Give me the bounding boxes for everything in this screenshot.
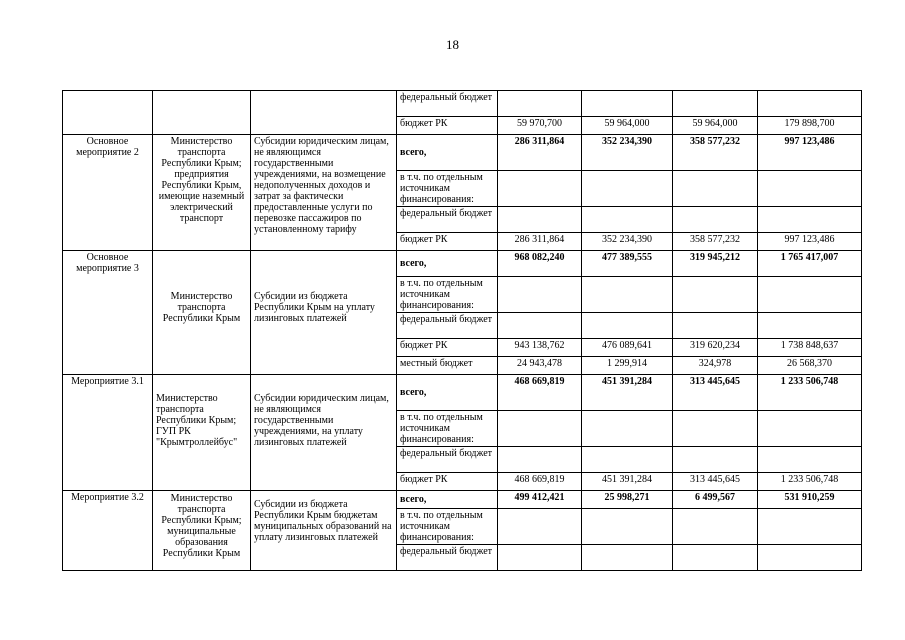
value-cell: 286 311,864	[498, 135, 582, 171]
value-cell: 468 669,819	[498, 375, 582, 411]
source-label: бюджет РК	[397, 339, 498, 357]
table-row	[63, 135, 862, 171]
description: Субсидии из бюджета Республики Крым на уплату лизинговых платежей	[251, 251, 397, 375]
value-cell: 476 089,641	[582, 339, 673, 357]
value-cell: 313 445,645	[673, 375, 758, 411]
value-cell: 531 910,259	[758, 491, 862, 509]
executor: Министерство транспорта Республики Крым; ГУП РК "Крымтроллейбус"	[153, 375, 251, 491]
source-label: федеральный бюджет	[397, 207, 498, 233]
value-cell: 358 577,232	[673, 135, 758, 171]
value-cell: 1 765 417,007	[758, 251, 862, 277]
measure-name: Основное мероприятие 2	[63, 135, 153, 251]
value-cell: 26 568,370	[758, 357, 862, 375]
description: Субсидии юридическим лицам, не являющимся государственными учреждениями, на возмещение недополученных доходов и затрат за фактически предоставленные услуги по перевозке пассажиров по установленному тарифу	[251, 135, 397, 251]
value-cell: 286 311,864	[498, 233, 582, 251]
source-label: всего,	[397, 375, 498, 411]
value-cell: 25 998,271	[582, 491, 673, 509]
description: Субсидии юридическим лицам, не являющимся государственными учреждениями, на уплату лизинговых платежей	[251, 375, 397, 491]
source-label: федеральный бюджет	[397, 313, 498, 339]
source-label: федеральный бюджет	[397, 447, 498, 473]
value-cell: 451 391,284	[582, 473, 673, 491]
value-cell: 352 234,390	[582, 233, 673, 251]
value-cell: 1 233 506,748	[758, 375, 862, 411]
source-label: всего,	[397, 491, 498, 509]
value-cell: 468 669,819	[498, 473, 582, 491]
value-cell: 59 964,000	[582, 117, 673, 135]
budget-table	[62, 90, 862, 571]
page-number: 18	[446, 37, 459, 52]
value-cell: 358 577,232	[673, 233, 758, 251]
value-cell: 499 412,421	[498, 491, 582, 509]
value-cell: 313 445,645	[673, 473, 758, 491]
source-label: бюджет РК	[397, 233, 498, 251]
executor: Министерство транспорта Республики Крым; предприятия Республики Крым, имеющие наземный электрический транспорт	[153, 135, 251, 251]
value-cell: 59 964,000	[673, 117, 758, 135]
value-cell: 451 391,284	[582, 375, 673, 411]
source-label: всего,	[397, 251, 498, 277]
source-label: федеральный бюджет	[397, 91, 498, 117]
value-cell: 324,978	[673, 357, 758, 375]
source-label: бюджет РК	[397, 473, 498, 491]
table-row	[63, 375, 862, 411]
value-cell: 6 499,567	[673, 491, 758, 509]
value-cell: 352 234,390	[582, 135, 673, 171]
value-cell: 477 389,555	[582, 251, 673, 277]
value-cell: 24 943,478	[498, 357, 582, 375]
value-cell: 968 082,240	[498, 251, 582, 277]
source-label: всего,	[397, 135, 498, 171]
value-cell: 1 738 848,637	[758, 339, 862, 357]
source-label: в т.ч. по отдельным источникам финансирования:	[397, 171, 498, 207]
table-row	[63, 251, 862, 277]
value-cell: 1 233 506,748	[758, 473, 862, 491]
value-cell: 943 138,762	[498, 339, 582, 357]
measure-name: Мероприятие 3.2	[63, 491, 153, 571]
description: Субсидии из бюджета Республики Крым бюджетам муниципальных образований на уплату лизинговых платежей	[251, 491, 397, 571]
value-cell: 997 123,486	[758, 233, 862, 251]
executor: Министерство транспорта Республики Крым; муниципальные образования Республики Крым	[153, 491, 251, 571]
source-label: федеральный бюджет	[397, 545, 498, 571]
measure-name: Мероприятие 3.1	[63, 375, 153, 491]
value-cell: 319 620,234	[673, 339, 758, 357]
value-cell: 1 299,914	[582, 357, 673, 375]
value-cell: 179 898,700	[758, 117, 862, 135]
value-cell: 319 945,212	[673, 251, 758, 277]
source-label: бюджет РК	[397, 117, 498, 135]
value-cell: 997 123,486	[758, 135, 862, 171]
source-label: в т.ч. по отдельным источникам финансирования:	[397, 509, 498, 545]
table-row	[63, 491, 862, 509]
value-cell: 59 970,700	[498, 117, 582, 135]
source-label: местный бюджет	[397, 357, 498, 375]
source-label: в т.ч. по отдельным источникам финансирования:	[397, 411, 498, 447]
table-row	[63, 91, 862, 117]
executor: Министерство транспорта Республики Крым	[153, 251, 251, 375]
measure-name: Основное мероприятие 3	[63, 251, 153, 375]
source-label: в т.ч. по отдельным источникам финансирования:	[397, 277, 498, 313]
